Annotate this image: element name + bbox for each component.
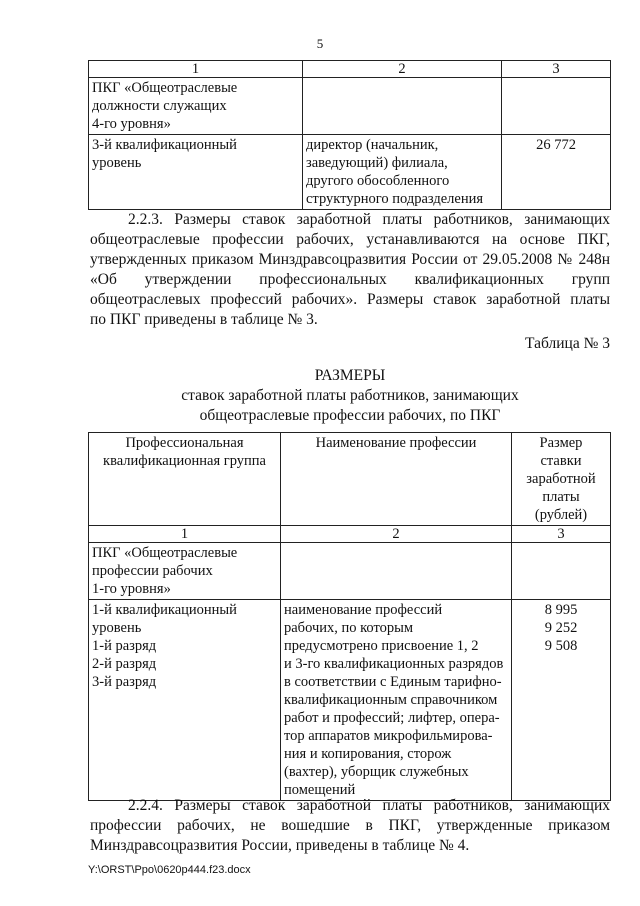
col-number-2: 2 bbox=[303, 61, 502, 78]
empty-cell bbox=[303, 78, 502, 135]
text-line: утвержденных приказом Минздравсоцразвития России от 29.05.2008 № 248н bbox=[90, 251, 610, 268]
table-top bbox=[88, 60, 611, 210]
col-number-1: 1 bbox=[89, 61, 303, 78]
text-line: общеотраслевые профессии рабочих, устанавливаются на основе ПКГ, bbox=[90, 231, 610, 248]
level-cell: 3-й квалификационный уровень bbox=[89, 135, 303, 210]
table-row bbox=[89, 78, 611, 135]
col-number-3: 3 bbox=[502, 61, 611, 78]
profession-cell: наименование профессий рабочих, по которым предусмотрено присвоение 1, 2 и 3-го квалификационных разрядов в соответствии с Единым тарифно- квалификационным справочником работ и профессий; лифтер, опера- тор аппаратов микрофильмирова- ния и копирования, сторож (вахтер), уборщик служебных помещений bbox=[281, 600, 512, 801]
salary-cell: 8 995 9 252 9 508 bbox=[512, 600, 611, 801]
text-line: Минздравсоцразвития России, приведены в таблице № 4. bbox=[90, 837, 470, 854]
title-line: РАЗМЕРЫ bbox=[314, 367, 386, 384]
table-row bbox=[89, 600, 611, 801]
table-row bbox=[89, 526, 611, 543]
col-number-2: 2 bbox=[281, 526, 512, 543]
group-cell: ПКГ «Общеотраслевые должности служащих 4-го уровня» bbox=[89, 78, 303, 135]
table-row bbox=[89, 543, 611, 600]
header-group: Профессиональная квалификационная группа bbox=[89, 433, 281, 526]
empty-cell bbox=[502, 78, 611, 135]
text-line: 2.2.3. Размеры ставок заработной платы работников, занимающих bbox=[128, 211, 610, 228]
page-number: 5 bbox=[316, 36, 324, 51]
empty-cell bbox=[512, 543, 611, 600]
table-row bbox=[89, 61, 611, 78]
header-salary: Размер ставки заработной платы (рублей) bbox=[512, 433, 611, 526]
position-cell: директор (начальник, заведующий) филиала, другого обособленного структурного подразделения bbox=[303, 135, 502, 210]
text-line: профессии рабочих, не вошедшие в ПКГ, утвержденные приказом bbox=[90, 817, 610, 834]
header-profession: Наименование профессии bbox=[281, 433, 512, 526]
table-header-row bbox=[89, 433, 611, 526]
table-label: Таблица № 3 bbox=[525, 335, 610, 352]
empty-cell bbox=[281, 543, 512, 600]
paragraph-2-2-4 bbox=[90, 796, 610, 856]
text-line: по ПКГ приведены в таблице № 3. bbox=[90, 311, 318, 328]
table-title bbox=[90, 366, 610, 426]
salary-cell: 26 772 bbox=[502, 135, 611, 210]
paragraph-2-2-3 bbox=[90, 210, 610, 330]
table-3 bbox=[88, 432, 611, 801]
footer-file-path: Y:\ORST\Ppo\0620p444.f23.docx bbox=[88, 864, 251, 876]
level-cell: 1-й квалификационный уровень 1-й разряд 2-й разряд 3-й разряд bbox=[89, 600, 281, 801]
title-line: общеотраслевые профессии рабочих, по ПКГ bbox=[199, 407, 501, 424]
title-line: ставок заработной платы работников, занимающих bbox=[181, 387, 519, 404]
col-number-1: 1 bbox=[89, 526, 281, 543]
text-line: 2.2.4. Размеры ставок заработной платы работников, занимающих bbox=[128, 797, 610, 814]
text-line: общеотраслевых профессий рабочих». Размеры ставок заработной платы bbox=[90, 291, 610, 308]
group-cell: ПКГ «Общеотраслевые профессии рабочих 1-го уровня» bbox=[89, 543, 281, 600]
col-number-3: 3 bbox=[512, 526, 611, 543]
table-row bbox=[89, 135, 611, 210]
text-line: «Об утверждении профессиональных квалификационных групп bbox=[90, 271, 610, 288]
